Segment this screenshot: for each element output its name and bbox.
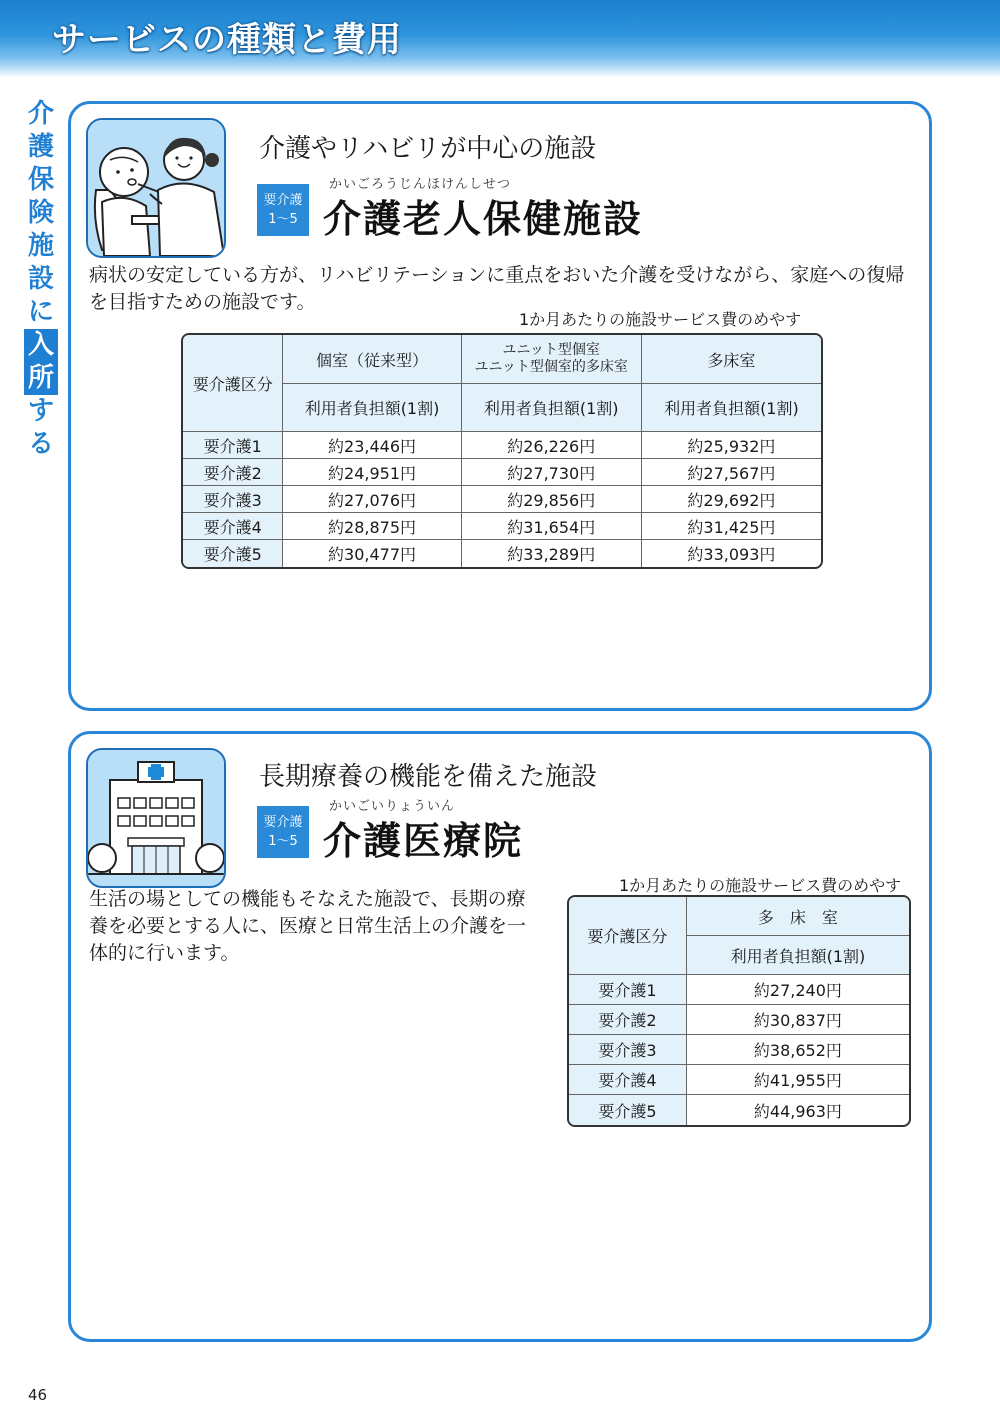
badge-line2: 1～5 — [268, 834, 298, 849]
sub-header-copay: 利用者負担額(1割) — [283, 384, 461, 432]
table-row — [183, 513, 821, 540]
fee-cell: 約27,240円 — [687, 975, 909, 1005]
side-label-char: 設 — [27, 264, 54, 294]
column-header-private-room: 個室（従来型） — [283, 335, 461, 384]
fee-cell: 約33,289円 — [462, 540, 642, 567]
care-level-cell: 要介護2 — [569, 1005, 687, 1035]
column-header-unit-room-line2: ユニット型個室的多床室 — [474, 359, 628, 375]
table-row — [569, 1005, 909, 1035]
table-row — [569, 1035, 909, 1065]
badge-line1: 要介護 — [263, 193, 303, 208]
table-row — [569, 975, 909, 1005]
fee-cell: 約27,076円 — [283, 486, 461, 513]
column-header-multi-bed-room: 多床室 — [642, 335, 821, 384]
fee-cell: 約29,692円 — [642, 486, 821, 513]
fee-cell: 約38,652円 — [687, 1035, 909, 1065]
fee-cell: 約23,446円 — [283, 432, 461, 459]
fee-cell: 約33,093円 — [687, 545, 776, 564]
column-header-unit-room-line1: ユニット型個室 — [502, 342, 600, 358]
side-label-char: 入 — [24, 329, 58, 362]
fee-cell: 約44,963円 — [753, 1101, 842, 1121]
care-level-header: 要介護区分 — [569, 897, 687, 975]
care-level-cell: 要介護3 — [183, 486, 283, 513]
table-row — [183, 486, 821, 513]
care-level-cell: 要介護1 — [183, 432, 283, 459]
fee-cell: 約25,932円 — [642, 432, 821, 459]
fee-cell: 約30,477円 — [283, 540, 461, 567]
side-label — [22, 98, 60, 461]
care-level-cell: 要介護4 — [183, 513, 283, 540]
fee-table — [567, 895, 911, 1127]
care-level-badge — [257, 184, 309, 236]
fee-cell: 約24,951円 — [283, 459, 461, 486]
facility-card-iryouin — [68, 731, 932, 1342]
care-level-cell: 要介護5 — [569, 1095, 687, 1125]
care-level-cell: 要介護3 — [569, 1035, 687, 1065]
badge-line2: 1～5 — [268, 212, 298, 227]
fee-cell: 約30,837円 — [687, 1005, 909, 1035]
fee-cell: 約27,567円 — [642, 459, 821, 486]
caregiver-feeding-illustration — [86, 118, 226, 258]
fee-table-caption: 1か月あたりの施設サービス費のめやす — [619, 876, 902, 895]
side-label-char: 所 — [24, 362, 58, 395]
side-label-char: 介 — [27, 99, 54, 129]
fee-cell: 約29,856円 — [462, 486, 642, 513]
table-row — [183, 459, 821, 486]
care-level-cell: 要介護4 — [569, 1065, 687, 1095]
fee-table — [181, 333, 823, 569]
care-level-header: 要介護区分 — [183, 335, 283, 432]
side-label-char: 険 — [27, 198, 54, 228]
fee-cell: 約31,425円 — [642, 513, 821, 540]
care-level-badge — [257, 806, 309, 858]
table-row — [569, 1065, 909, 1095]
table-row — [569, 1095, 909, 1125]
sub-header-copay: 利用者負担額(1割) — [462, 384, 642, 432]
fee-cell: 約27,730円 — [462, 459, 642, 486]
fee-cell: 約28,875円 — [283, 513, 461, 540]
badge-line1: 要介護 — [263, 815, 303, 830]
side-label-char: 護 — [27, 132, 54, 162]
fee-table-caption: 1か月あたりの施設サービス費のめやす — [519, 310, 802, 329]
care-level-cell: 要介護2 — [183, 459, 283, 486]
side-label-char: 施 — [27, 231, 54, 261]
facility-description: 生活の場としての機能もそなえた施設で、長期の療養を必要とする人に、医療と日常生活上の介護を一体的に行います。 — [89, 888, 527, 964]
fee-cell: 約41,955円 — [687, 1065, 909, 1095]
facility-subtitle: 長期療養の機能を備えた施設 — [259, 762, 598, 792]
side-label-char: 保 — [27, 165, 54, 195]
care-level-cell: 要介護5 — [183, 540, 283, 567]
facility-name-reading: かいごいりょういん — [329, 799, 456, 814]
hospital-building-illustration — [86, 748, 226, 888]
side-label-char: す — [27, 396, 54, 426]
side-label-char: る — [27, 429, 54, 459]
facility-name: 介護老人保健施設 — [323, 197, 644, 241]
column-header-multi-bed-room: 多 床 室 — [687, 897, 909, 936]
fee-cell: 約26,226円 — [462, 432, 642, 459]
fee-cell: 約31,654円 — [462, 513, 642, 540]
facility-name: 介護医療院 — [323, 819, 524, 863]
table-row — [183, 432, 821, 459]
table-row — [183, 540, 821, 567]
page-number: 46 — [28, 1386, 48, 1404]
sub-header-copay: 利用者負担額(1割) — [687, 936, 909, 975]
side-label-char: に — [27, 297, 54, 327]
page-title: サービスの種類と費用 — [52, 20, 402, 60]
facility-description: 病状の安定している方が、リハビリテーションに重点をおいた介護を受けながら、家庭への復帰を目指すための施設です。 — [89, 264, 905, 313]
facility-subtitle: 介護やリハビリが中心の施設 — [259, 134, 597, 164]
facility-card-roujin-hoken — [68, 101, 932, 711]
facility-name-reading: かいごろうじんほけんしせつ — [329, 177, 512, 192]
care-level-cell: 要介護1 — [569, 975, 687, 1005]
sub-header-copay: 利用者負担額(1割) — [642, 384, 821, 432]
column-header-unit-room — [462, 335, 642, 384]
